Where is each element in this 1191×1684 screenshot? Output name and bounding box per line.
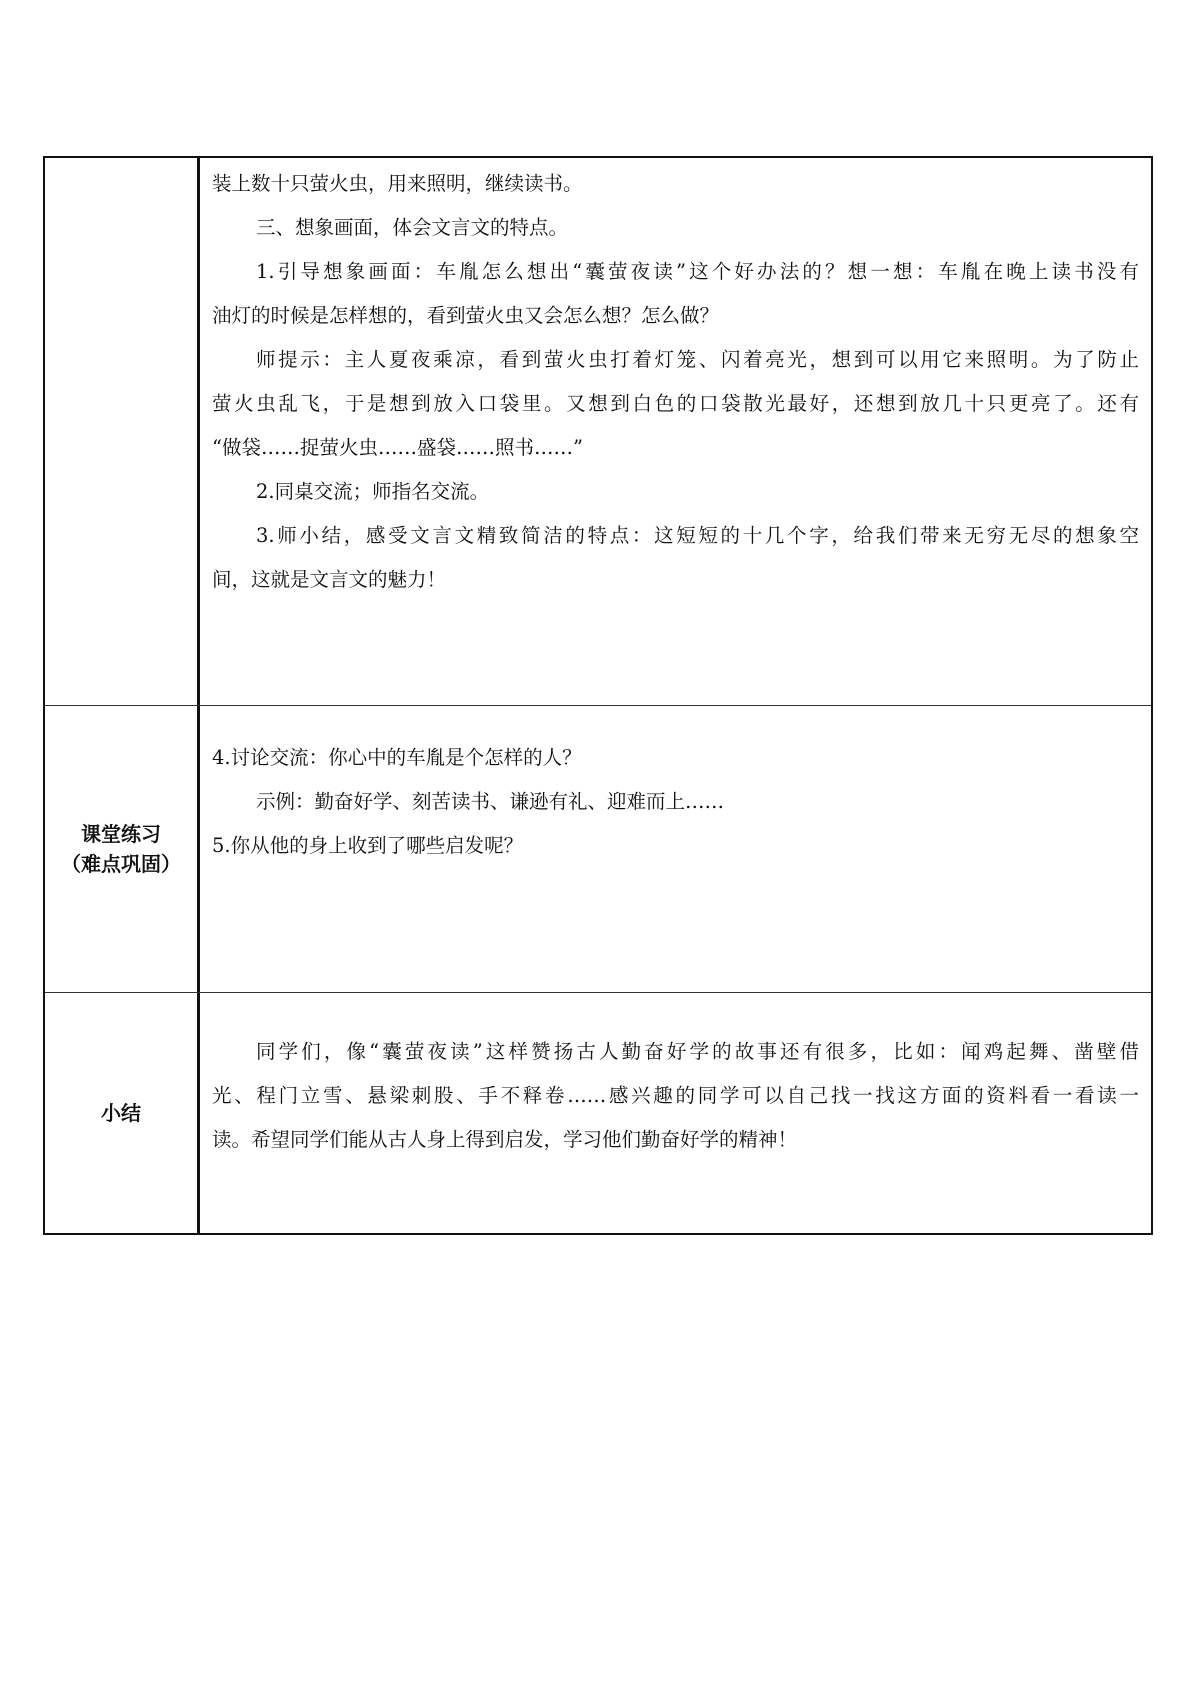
row-label-cell	[45, 993, 200, 1233]
paragraph-line: 油灯的时候是怎样想的，看到萤火虫又会怎么想？怎么做？	[212, 304, 720, 327]
row-content-cell	[200, 706, 1151, 992]
lesson-plan-table	[43, 156, 1153, 1235]
row-label-cell	[45, 158, 200, 705]
paragraph-line: 萤火虫乱飞，于是想到放入口袋里。又想到白色的口袋散光最好，还想到放几十只更亮了。还有	[212, 392, 1139, 415]
paragraph-line: “做袋……捉萤火虫……盛袋……照书……”	[212, 436, 583, 459]
paragraph-line: 3.师小结，感受文言文精致简洁的特点：这短短的十几个字，给我们带来无穷无尽的想象空	[256, 524, 1139, 547]
section-heading: 三、想象画面，体会文言文的特点。	[256, 216, 569, 239]
question-line: 4.讨论交流：你心中的车胤是个怎样的人？	[212, 746, 582, 769]
paragraph-line: 间，这就是文言文的魅力！	[212, 568, 447, 591]
question-line: 5.你从他的身上收到了哪些启发呢？	[212, 834, 524, 857]
row-label-subtitle: （难点巩固）	[61, 852, 181, 876]
example-line: 示例：勤奋好学、刻苦读书、谦逊有礼、迎难而上……	[256, 790, 725, 813]
paragraph-line: 装上数十只萤火虫，用来照明，继续读书。	[212, 172, 583, 195]
table-row-class-practice	[45, 706, 1151, 993]
paragraph-line: 2.同桌交流；师指名交流。	[256, 480, 490, 503]
paragraph-line: 光、程门立雪、悬梁刺股、手不释卷……感兴趣的同学可以自己找一找这方面的资料看一看读一	[212, 1084, 1139, 1107]
row-label-cell	[45, 706, 200, 992]
paragraph-line: 同学们，像“囊萤夜读”这样赞扬古人勤奋好学的故事还有很多，比如：闻鸡起舞、凿壁借	[256, 1040, 1139, 1063]
paragraph-line: 师提示：主人夏夜乘凉，看到萤火虫打着灯笼、闪着亮光，想到可以用它来照明。为了防止	[256, 348, 1139, 371]
table-row-teaching-process	[45, 158, 1151, 706]
paragraph-line: 读。希望同学们能从古人身上得到启发，学习他们勤奋好学的精神！	[212, 1128, 798, 1151]
row-label: 小结	[101, 1101, 141, 1125]
row-content-cell	[200, 158, 1151, 705]
row-label: 课堂练习	[81, 822, 161, 846]
paragraph-line: 1.引导想象画面：车胤怎么想出“囊萤夜读”这个好办法的？想一想：车胤在晚上读书没有	[256, 260, 1139, 283]
row-content-cell	[200, 993, 1151, 1233]
table-row-summary	[45, 993, 1151, 1233]
